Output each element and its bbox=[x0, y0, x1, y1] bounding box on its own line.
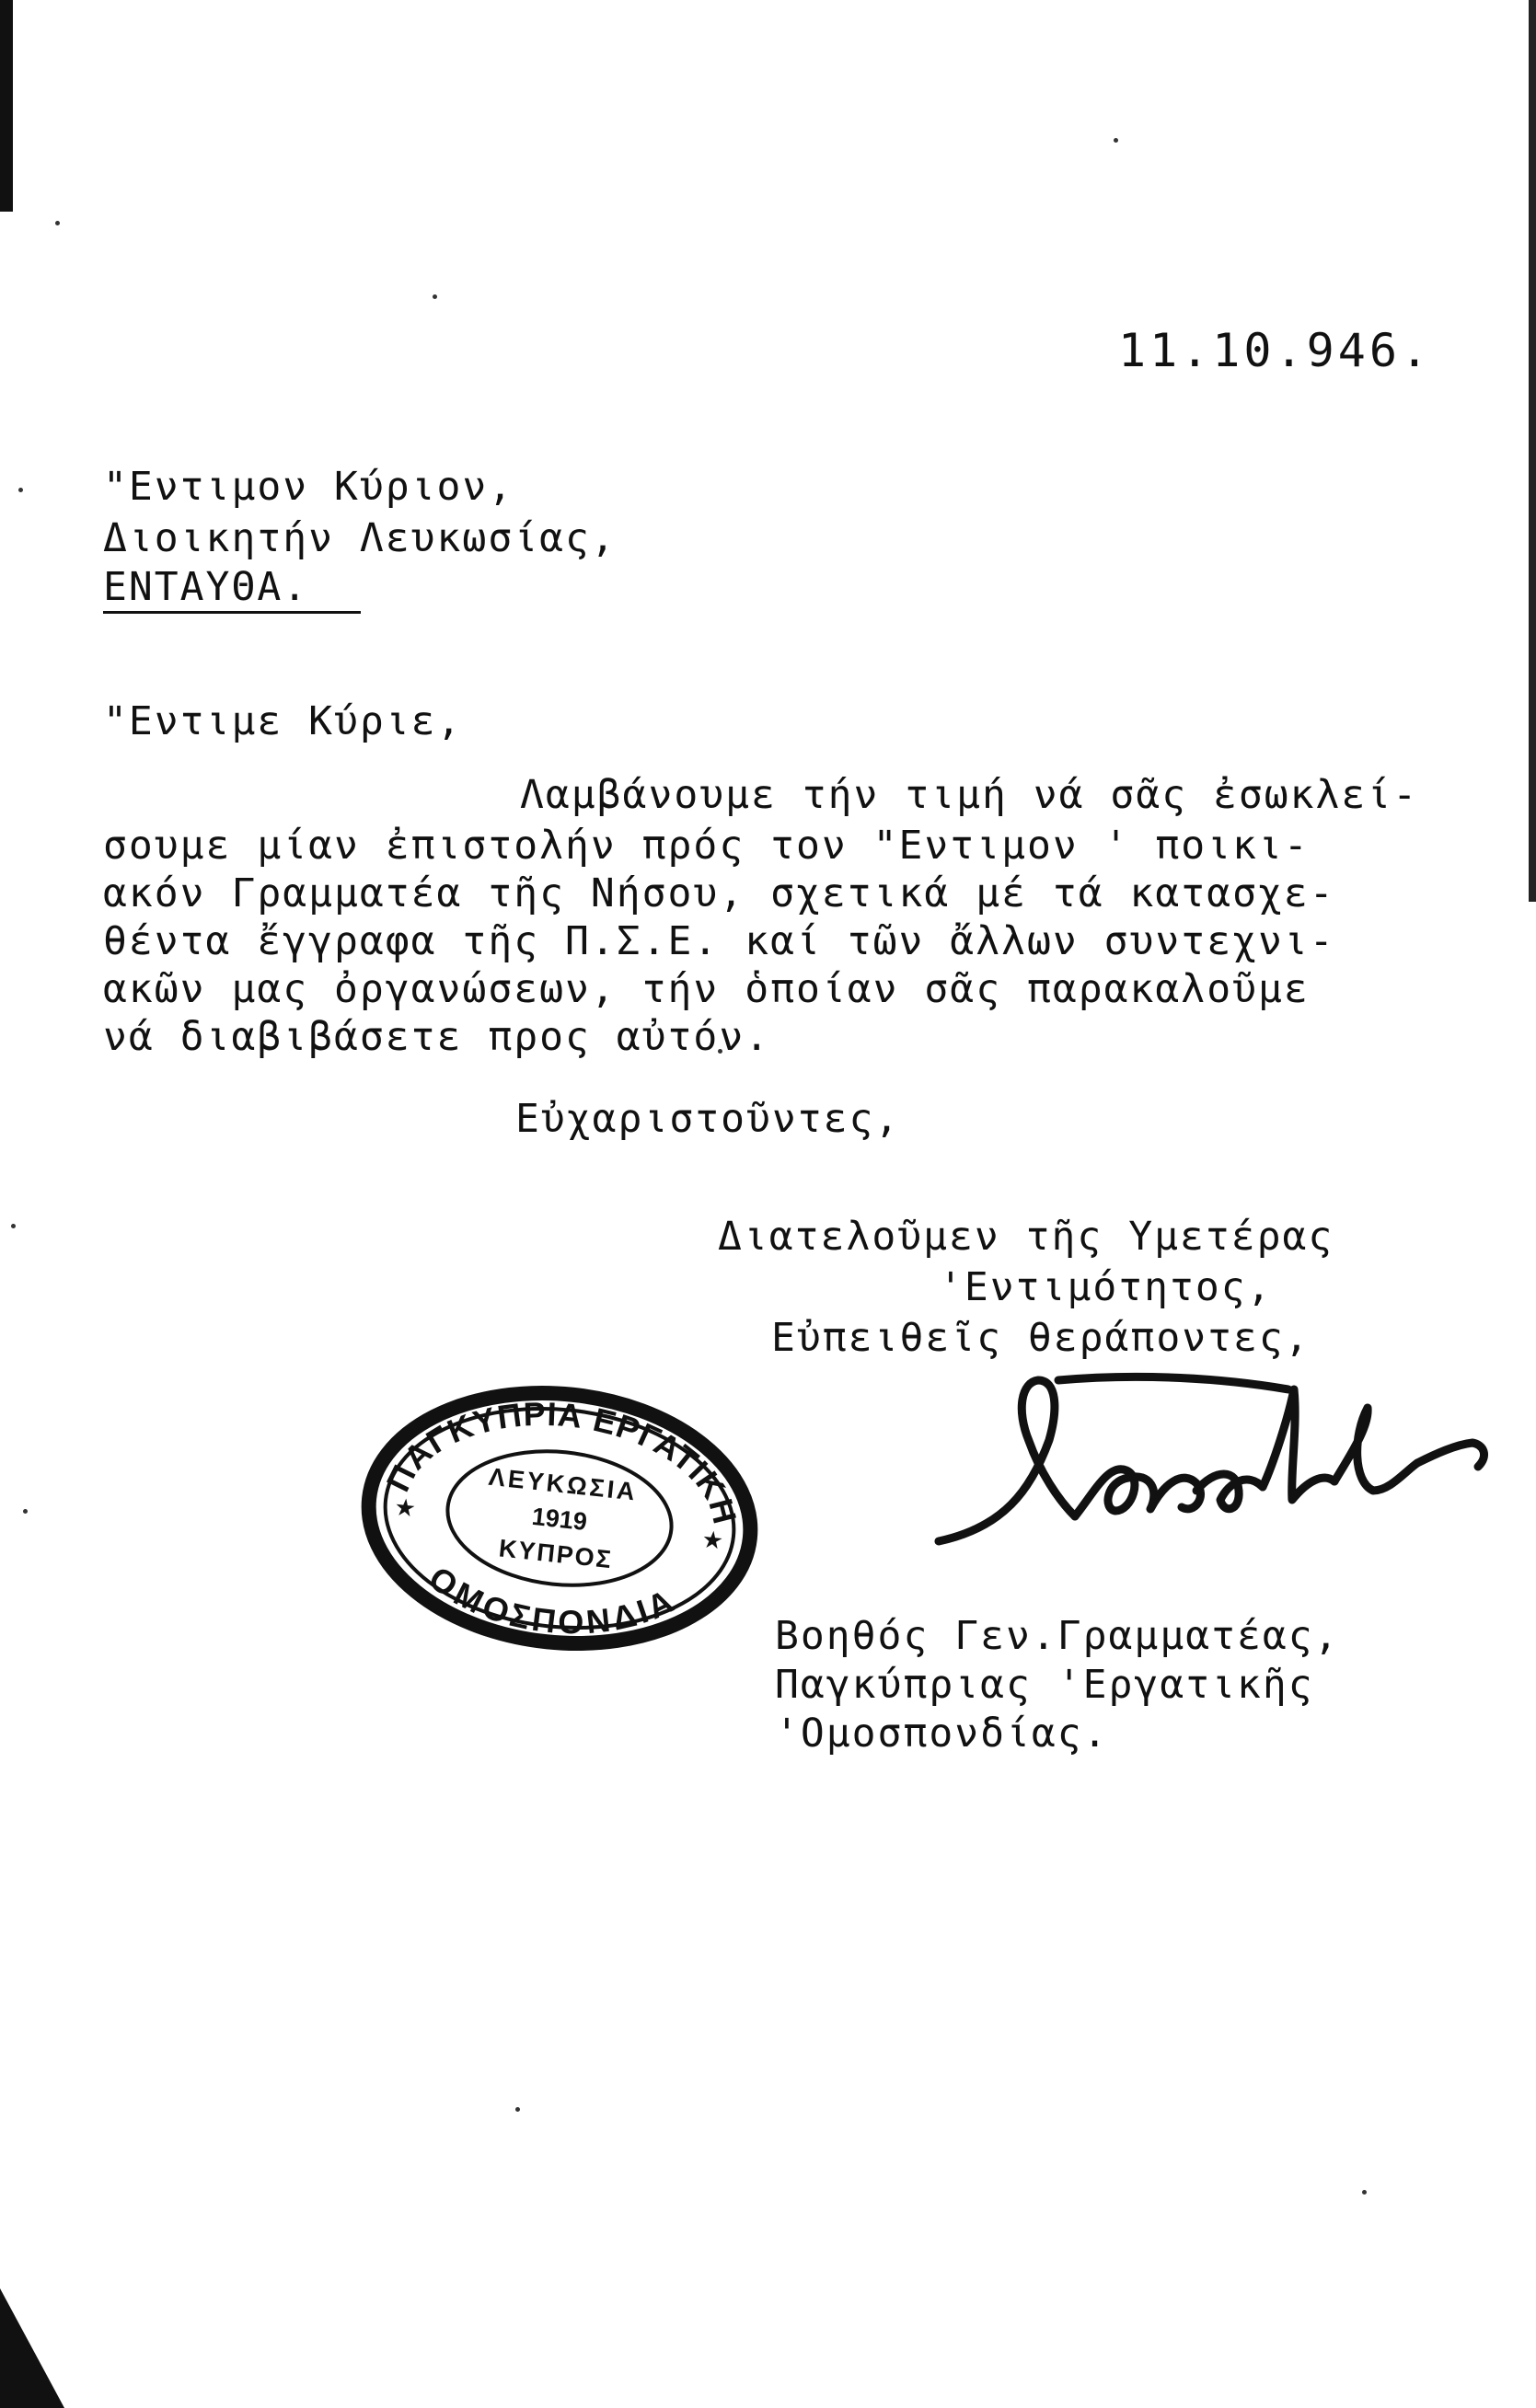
stamp-star-icon: ★ bbox=[700, 1526, 725, 1556]
stamp-top-text: ΠΑΓΚΥΠΡΙΑ ΕΡΓΑΤΙΚΗ bbox=[378, 1394, 745, 1528]
scan-speck bbox=[23, 1509, 28, 1514]
stamp-year: 1919 bbox=[530, 1502, 589, 1537]
scan-edge-right bbox=[1529, 0, 1536, 902]
stamp-country: ΚΥΠΡΟΣ bbox=[497, 1534, 615, 1574]
thanks-line: Εὐχαριστοῦντες, bbox=[515, 1096, 901, 1142]
salutation: "Εντιμε Κύριε, bbox=[103, 698, 463, 744]
scan-speck bbox=[515, 2107, 520, 2112]
closing-line-2: 'Εντιμότητος, bbox=[939, 1264, 1273, 1310]
signature-line-3: 'Ομοσπονδίας. bbox=[775, 1711, 1109, 1757]
closing-line-3: Εὐπειθεῖς θεράποντες, bbox=[771, 1315, 1311, 1361]
body-line-5: ακῶν μας ὀργανώσεων, τήν ὁποίαν σᾶς παρακαλοῦμε bbox=[103, 966, 1310, 1012]
stamp-star-icon: ★ bbox=[393, 1493, 418, 1524]
addressee-line-3: ΕΝΤΑΥΘΑ. bbox=[103, 563, 361, 614]
body-line-1: Λαμβάνουμε τήν τιμή νά σᾶς ἐσωκλεί- bbox=[520, 772, 1419, 818]
closing-line-1: Διατελοῦμεν τῆς Υμετέρας bbox=[718, 1214, 1334, 1260]
body-line-2: σουμε μίαν ἐπιστολήν πρός τον "Εντιμον ' ποικι- bbox=[103, 823, 1310, 869]
body-line-4: θέντα ἔγγραφα τῆς Π.Σ.Ε. καί τῶν ἄλλων συντεχνι- bbox=[103, 918, 1335, 964]
body-line-3: ακόν Γραμματέα τῆς Νήσου, σχετικά μέ τά κατασχε- bbox=[103, 870, 1335, 916]
body-line-6: νά διαβιβάσετε προς αὐτόν. bbox=[103, 1014, 771, 1060]
scan-speck bbox=[1114, 138, 1118, 143]
scan-speck bbox=[18, 488, 23, 492]
scan-speck bbox=[11, 1224, 16, 1228]
letter-date: 11.10.946. bbox=[1118, 324, 1433, 377]
scan-speck bbox=[55, 221, 60, 225]
scan-speck bbox=[1362, 2190, 1367, 2195]
scan-edge-left bbox=[0, 0, 13, 212]
scan-speck bbox=[433, 294, 437, 299]
addressee-line-1: "Εντιμον Κύριον, bbox=[103, 464, 514, 510]
addressee-line-2: Διοικητήν Λευκωσίας, bbox=[103, 515, 617, 561]
signature-line-1: Βοηθός Γεν.Γραμματέας, bbox=[775, 1613, 1340, 1659]
union-stamp bbox=[357, 1380, 762, 1656]
scan-corner-bottom-left bbox=[0, 2288, 64, 2408]
stamp-city: ΛΕΥΚΩΣΙΑ bbox=[487, 1462, 640, 1506]
signature-line-2: Παγκύπριας 'Εργατικῆς bbox=[775, 1662, 1314, 1708]
handwritten-signature bbox=[920, 1353, 1509, 1564]
stamp-bottom-text: ΟΜΟΣΠΟΝΔΙΑ bbox=[422, 1559, 680, 1642]
